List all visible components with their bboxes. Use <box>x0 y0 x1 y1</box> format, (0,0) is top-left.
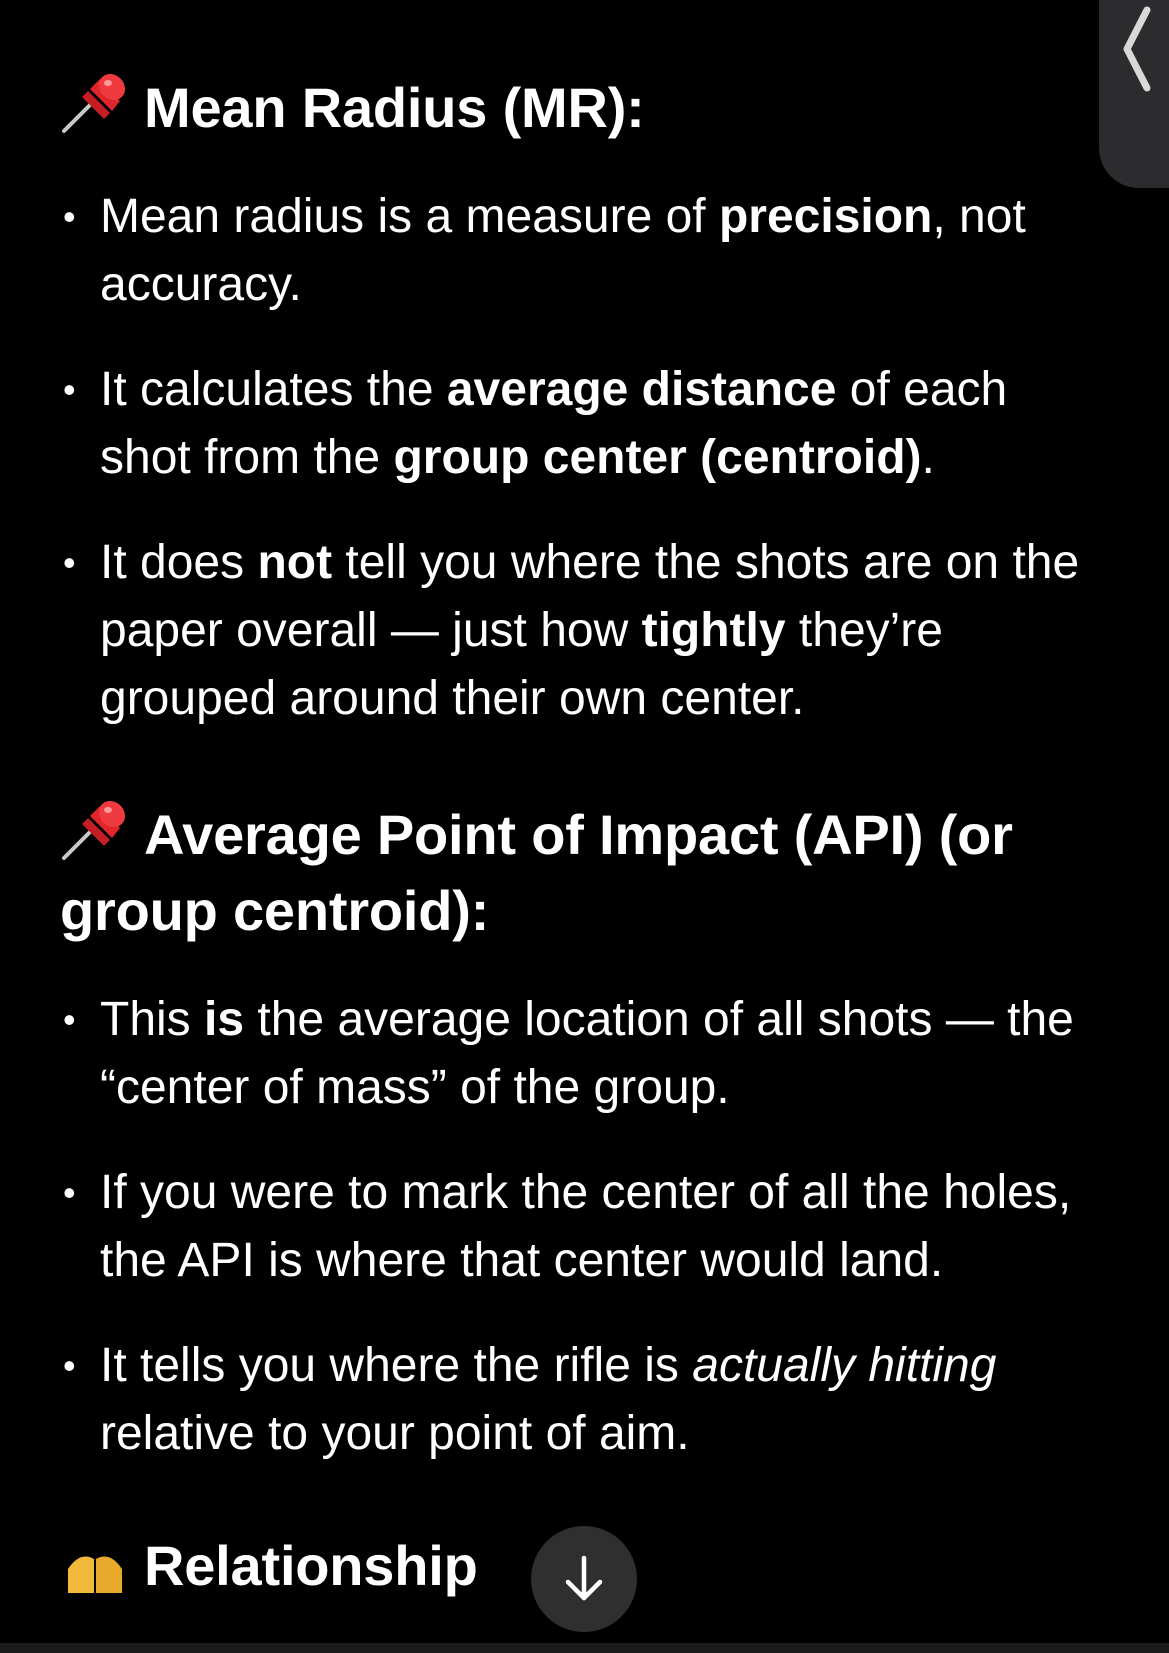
list-item: • This is the average location of all shots — the “center of mass” of the group. <box>60 986 1090 1122</box>
bullet-list-api <box>60 986 1090 1468</box>
bullet-list-mean-radius <box>60 183 1090 733</box>
composer-edge <box>0 1643 1169 1653</box>
bullet-dot: • <box>63 1345 76 1386</box>
section-title-text: Mean Radius (MR): <box>144 76 645 139</box>
pushpin-icon <box>60 71 130 135</box>
folded-hands-icon <box>60 1529 130 1593</box>
bullet-dot: • <box>63 1172 76 1213</box>
bullet-dot: • <box>63 542 76 583</box>
list-item: • It tells you where the rifle is actually hitting relative to your point of aim. <box>60 1332 1090 1468</box>
bullet-dot: • <box>63 196 76 237</box>
side-panel-handle[interactable] <box>1099 0 1169 188</box>
chevron-left-icon <box>1119 6 1153 92</box>
scroll-down-button[interactable] <box>531 1526 637 1632</box>
section-title-text: Relationship <box>144 1534 478 1597</box>
list-item: • If you were to mark the center of all the holes, the API is where that center would land. <box>60 1159 1090 1295</box>
message-content <box>60 70 1090 1604</box>
section-title-api <box>60 797 1090 949</box>
arrow-down-icon <box>562 1554 606 1604</box>
pushpin-icon <box>60 798 130 862</box>
list-item: • Mean radius is a measure of precision, not accuracy. <box>60 183 1090 319</box>
bullet-dot: • <box>63 999 76 1040</box>
list-item: • It does not tell you where the shots are on the paper overall — just how tightly they’re grouped around their own center. <box>60 529 1090 733</box>
list-item: • It calculates the average distance of each shot from the group center (centroid). <box>60 356 1090 492</box>
bullet-dot: • <box>63 369 76 410</box>
section-title-mean-radius <box>60 70 1090 146</box>
section-title-text: Average Point of Impact (API) (or group centroid): <box>60 803 1013 942</box>
